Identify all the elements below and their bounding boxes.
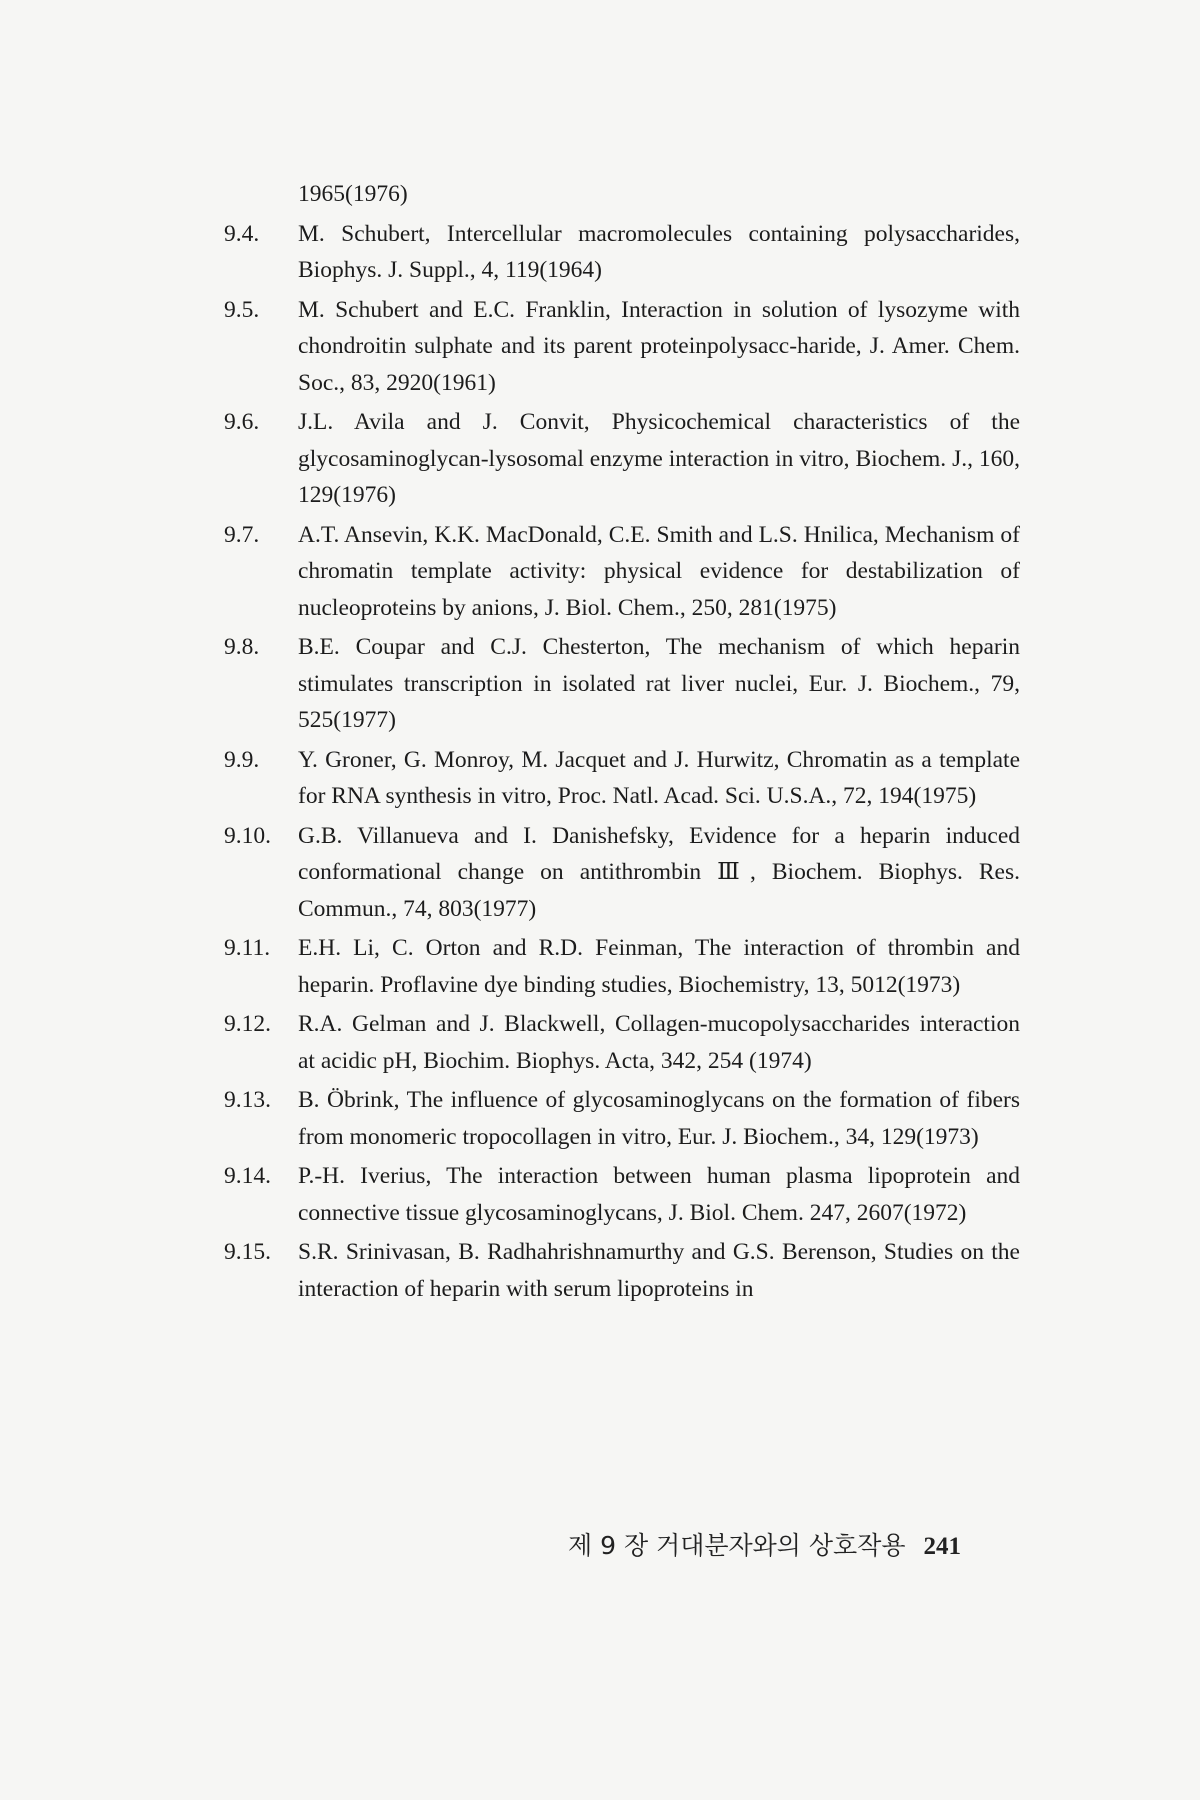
reference-item xyxy=(224,742,1020,815)
reference-list xyxy=(224,176,1020,1307)
reference-continuation: 1965(1976) xyxy=(298,181,408,207)
reference-text: E.H. Li, C. Orton and R.D. Feinman, The interaction of thrombin and heparin. Proflavine dye binding studies, Biochemistry, 13, 5012(1973) xyxy=(298,935,1020,998)
reference-item xyxy=(224,818,1020,928)
reference-number: 9.12. xyxy=(224,1011,271,1037)
reference-item xyxy=(224,404,1020,514)
reference-number: 9.4. xyxy=(224,220,260,247)
reference-item xyxy=(224,1082,1020,1155)
reference-number: 9.8. xyxy=(224,634,260,660)
reference-number: 9.15. xyxy=(224,1239,271,1265)
reference-item xyxy=(224,1234,1020,1307)
reference-item xyxy=(224,629,1020,739)
reference-text: S.R. Srinivasan, B. Radhahrishnamurthy and G.S. Berenson, Studies on the interaction of heparin with serum lipoproteins in xyxy=(298,1239,1020,1302)
reference-item xyxy=(224,1158,1020,1231)
reference-text: J.L. Avila and J. Convit, Physicochemical characteristics of the glycosaminoglycan-lysosomal enzyme interaction in vitro, Biochem. J., 160, 129(1976) xyxy=(298,409,1020,508)
reference-text: Y. Groner, G. Monroy, M. Jacquet and J. Hurwitz, Chromatin as a template for RNA synthesis in vitro, Proc. Natl. Acad. Sci. U.S.A., 72, 194(1975) xyxy=(298,746,1020,809)
reference-number: 9.10. xyxy=(224,822,271,849)
reference-number: 9.11. xyxy=(224,935,271,961)
reference-item xyxy=(224,216,1020,289)
chapter-title: 제 9 장 거대분자와의 상호작용 xyxy=(568,1531,906,1560)
reference-text: M. Schubert, Intercellular macromolecules containing polysaccharides, Biophys. J. Suppl., 4, 119(1964) xyxy=(298,220,1020,283)
page-footer xyxy=(568,1526,1028,1562)
reference-item xyxy=(224,1006,1020,1079)
reference-text: B.E. Coupar and C.J. Chesterton, The mechanism of which heparin stimulates transcription in isolated rat liver nuclei, Eur. J. Biochem., 79, 525(1977) xyxy=(298,634,1020,733)
reference-item xyxy=(224,292,1020,402)
reference-number: 9.5. xyxy=(224,296,260,323)
reference-number: 9.9. xyxy=(224,746,260,773)
reference-text: A.T. Ansevin, K.K. MacDonald, C.E. Smith and L.S. Hnilica, Mechanism of chromatin template activity: physical evidence for destabilization of nucleoproteins by anions, J. Biol. Chem., 250, 281(1975) xyxy=(298,521,1020,621)
reference-item xyxy=(224,517,1020,627)
reference-number: 9.14. xyxy=(224,1163,271,1189)
reference-text: B. Öbrink, The influence of glycosaminoglycans on the formation of fibers from monomeric tropocollagen in vitro, Eur. J. Biochem., 34, 129(1973) xyxy=(298,1087,1020,1150)
reference-number: 9.6. xyxy=(224,409,260,435)
reference-text: P.-H. Iverius, The interaction between human plasma lipoprotein and connective tissue glycosaminoglycans, J. Biol. Chem. 247, 2607(1972) xyxy=(298,1163,1020,1226)
page-number: 241 xyxy=(923,1533,961,1560)
reference-number: 9.7. xyxy=(224,521,260,548)
reference-text: M. Schubert and E.C. Franklin, Interaction in solution of lysozyme with chondroitin sulphate and its parent proteinpolysacc-haride, J. Amer. Chem. Soc., 83, 2920(1961) xyxy=(298,296,1020,396)
reference-number: 9.13. xyxy=(224,1087,271,1113)
reference-text: R.A. Gelman and J. Blackwell, Collagen-mucopolysaccharides interaction at acidic pH, Biochim. Biophys. Acta, 342, 254 (1974) xyxy=(298,1011,1020,1074)
reference-item xyxy=(224,930,1020,1003)
reference-text: G.B. Villanueva and I. Danishefsky, Evidence for a heparin induced conformational change on antithrombin Ⅲ, Biochem. Biophys. Res. Commun., 74, 803(1977) xyxy=(298,822,1020,922)
